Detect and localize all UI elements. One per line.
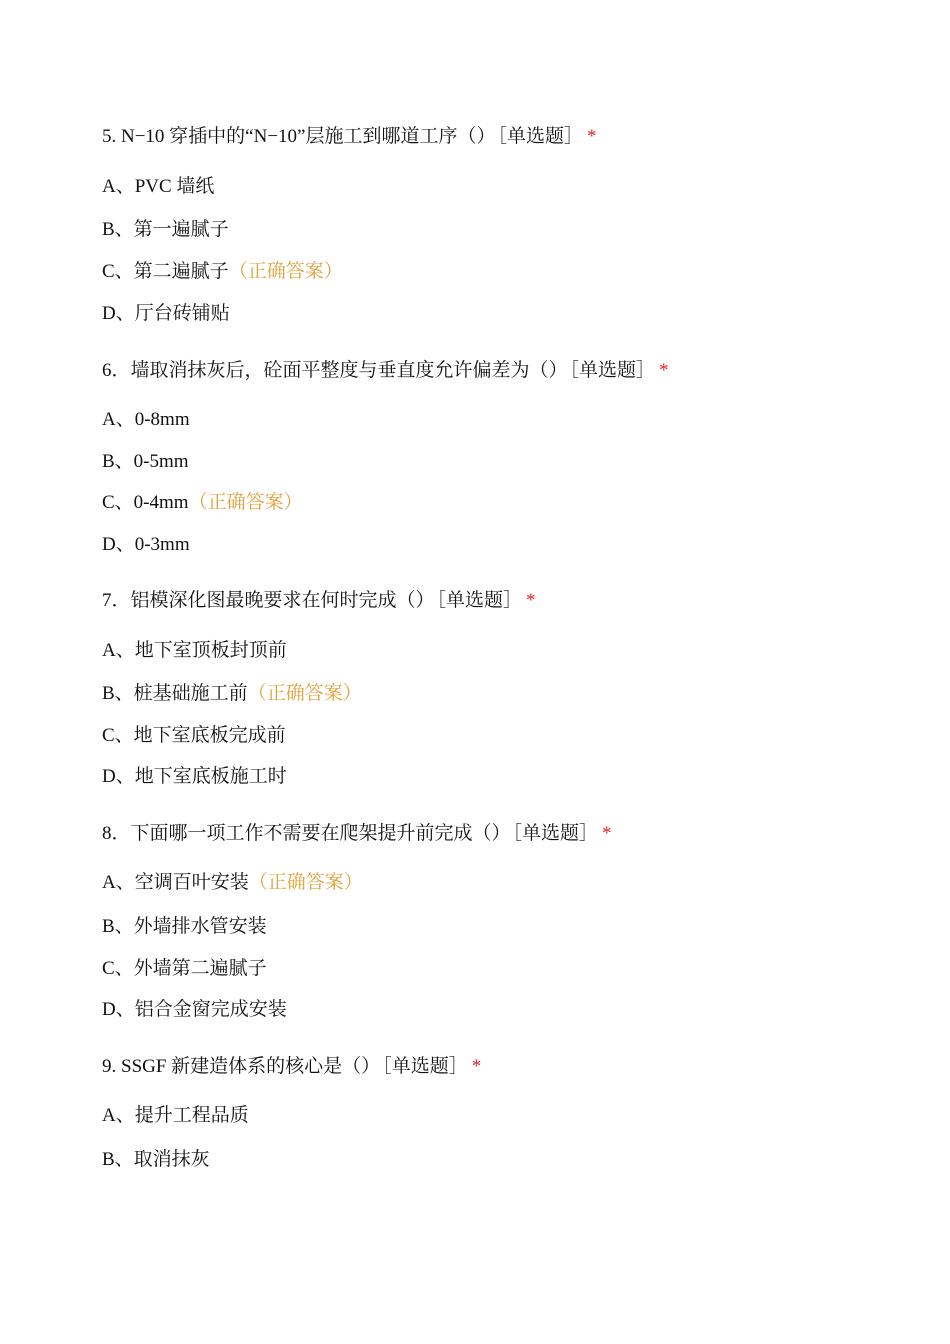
question-5-option-a	[102, 175, 214, 199]
question-7-option-c	[102, 724, 286, 748]
option-label: B、0-5mm	[102, 451, 189, 472]
option-label: C、第二遍腻子	[102, 261, 229, 282]
option-label: A、空调百叶安装	[102, 872, 249, 893]
option-label: B、第一遍腻子	[102, 219, 229, 240]
option-label: D、0-3mm	[102, 534, 190, 555]
question-7-option-b	[102, 682, 362, 706]
question-9-option-b	[102, 1148, 210, 1172]
question-5-option-d	[102, 302, 230, 326]
option-label: B、桩基础施工前	[102, 683, 248, 704]
option-label: D、地下室底板施工时	[102, 766, 287, 787]
question-6-option-b	[102, 450, 189, 474]
option-label: A、0-8mm	[102, 409, 190, 430]
question-7-option-d	[102, 765, 287, 789]
question-6-type-tag: ［单选题］	[569, 360, 656, 381]
correct-answer-label: （正确答案）	[188, 492, 303, 513]
option-label: D、厅台砖铺贴	[102, 303, 230, 324]
option-label: C、0-4mm	[102, 492, 189, 513]
option-label: D、铝合金窗完成安装	[102, 999, 287, 1020]
option-label: A、提升工程品质	[102, 1105, 249, 1126]
question-6-title: 6．墙取消抹灰后，砼面平整度与垂直度允许偏差为（）	[102, 360, 568, 381]
question-7-type-tag: ［单选题］	[436, 590, 523, 611]
option-label: C、地下室底板完成前	[102, 725, 286, 746]
question-8-option-c	[102, 957, 267, 981]
question-6-option-a	[102, 408, 190, 432]
option-label: A、地下室顶板封顶前	[102, 640, 287, 661]
question-6-title-row	[102, 359, 669, 383]
question-8-required-mark: *	[602, 823, 612, 844]
option-label: B、外墙排水管安装	[102, 916, 267, 937]
question-9-option-a	[102, 1104, 249, 1128]
question-7-title: 7．铝模深化图最晚要求在何时完成（）	[102, 590, 435, 611]
question-5-option-b	[102, 218, 229, 242]
question-6-option-c	[102, 491, 303, 515]
question-7-option-a	[102, 639, 287, 663]
question-9-type-tag: ［单选题］	[382, 1056, 468, 1077]
option-label: C、外墙第二遍腻子	[102, 958, 267, 979]
question-5-type-tag: ［单选题］	[497, 126, 584, 147]
question-6-required-mark: *	[659, 360, 669, 381]
question-8-option-b	[102, 915, 267, 939]
question-5-title: 5. N−10 穿插中的“N−10”层施工到哪道工序（）	[102, 126, 496, 147]
question-6-option-d	[102, 533, 190, 557]
question-7-title-row	[102, 589, 536, 613]
correct-answer-label: （正确答案）	[247, 683, 362, 704]
question-5-option-c	[102, 260, 343, 284]
question-8-title-row	[102, 822, 612, 846]
question-8-type-tag: ［单选题］	[512, 823, 599, 844]
question-5-title-row	[102, 125, 597, 149]
correct-answer-label: （正确答案）	[228, 261, 343, 282]
question-9-title: 9. SSGF 新建造体系的核心是（）	[102, 1056, 381, 1077]
correct-answer-label: （正确答案）	[248, 872, 363, 893]
question-9-required-mark: *	[471, 1056, 482, 1077]
question-7-required-mark: *	[526, 590, 536, 611]
question-8-title: 8．下面哪一项工作不需要在爬架提升前完成（）	[102, 823, 511, 844]
question-8-option-d	[102, 998, 287, 1022]
question-8-option-a	[102, 871, 363, 895]
question-5-required-mark: *	[587, 126, 597, 147]
option-label: A、PVC 墙纸	[102, 176, 215, 197]
option-label: B、取消抹灰	[102, 1149, 210, 1170]
question-9-title-row	[102, 1055, 481, 1079]
